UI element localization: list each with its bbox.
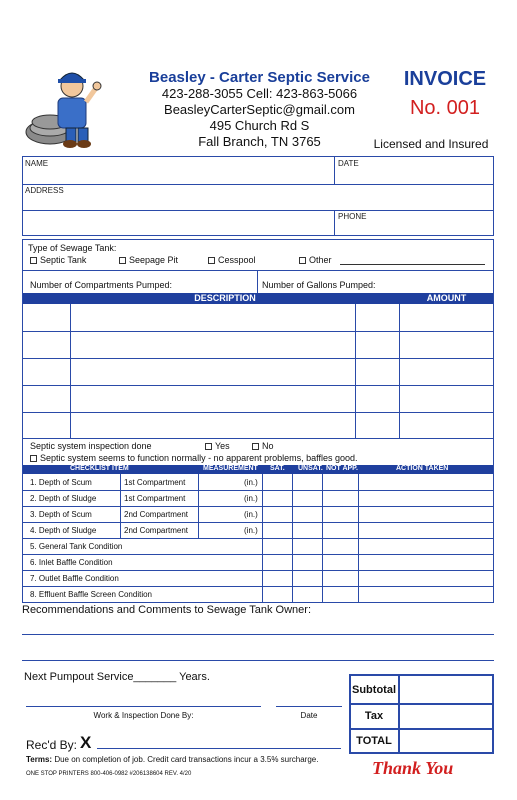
licensed-text: Licensed and Insured [373,137,489,151]
checklist-row-compartment: 1st Compartment [124,494,186,503]
option-seepage-pit[interactable]: Seepage Pit [119,255,178,265]
checkbox-icon [119,257,126,264]
next-pumpout-label: Next Pumpout Service_______ Years. [24,671,210,683]
checklist-row-item: 4. Depth of Sludge [30,526,97,535]
terms-text: Terms: Due on completion of job. Credit card transactions incur a 3.5% surcharge. [26,755,319,764]
printer-info: ONE STOP PRINTERS 800-406-0982 #206138604 REV. 4/20 [26,771,192,777]
checkbox-icon [30,257,37,264]
company-city: Fall Branch, TN 3765 [198,134,321,149]
checkbox-icon [252,443,259,450]
invoice-number: No. 001 [409,97,481,119]
option-septic-tank[interactable]: Septic Tank [30,255,86,265]
checklist-item-header: CHECKLIST ITEM [70,465,129,472]
recommendations-label: Recommendations and Comments to Sewage Tank Owner: [22,604,311,616]
checklist-row-item: 7. Outlet Baffle Condition [30,574,119,583]
gallons-label: Number of Gallons Pumped: [262,280,376,290]
compartments-label: Number of Compartments Pumped: [30,280,173,290]
comment-line [22,634,494,635]
tax-label: Tax [364,710,384,722]
checklist-row-compartment: 1st Compartment [124,478,186,487]
recd-by-mark: X [80,733,92,752]
work-done-label: Work & Inspection Done By: [93,711,194,720]
checkbox-icon [205,443,212,450]
checkbox-icon [299,257,306,264]
work-done-line [26,706,261,707]
name-label: NAME [25,159,49,168]
date-sig-label: Date [300,711,318,720]
description-header: DESCRIPTION [194,293,256,303]
option-other[interactable]: Other [299,255,332,265]
unsat-header: UNSAT. [298,465,323,472]
tank-type-title: Type of Sewage Tank: [28,243,117,253]
system-normal-option[interactable]: Septic system seems to function normally - no apparent problems, baffles good. [30,453,358,463]
recd-by-label: Rec'd By: [26,738,77,752]
amount-header: AMOUNT [426,293,467,303]
checklist-row-item: 5. General Tank Condition [30,542,123,551]
checklist-row-item: 8. Effluent Baffle Screen Condition [30,590,153,599]
checklist-row-unit: (in.) [244,510,258,519]
option-cesspool[interactable]: Cesspool [208,255,256,265]
invoice-title: INVOICE [403,68,487,90]
action-taken-header: ACTION TAKEN [396,465,449,472]
phone-label: PHONE [338,212,367,221]
comment-line [22,660,494,661]
total-label: TOTAL [356,735,392,747]
date-line [276,706,342,707]
checklist-row-unit: (in.) [244,526,258,535]
date-label: DATE [338,159,359,168]
inspection-yes[interactable]: Yes [205,441,230,451]
checklist-row-unit: (in.) [244,478,258,487]
not-app-header: NOT APP. [326,465,358,472]
sat-header: SAT. [270,465,285,472]
checkbox-icon [30,455,37,462]
company-email: BeasleyCarterSeptic@gmail.com [164,102,355,117]
checkbox-icon [208,257,215,264]
inspection-no[interactable]: No [252,441,274,451]
checklist-row-unit: (in.) [244,494,258,503]
company-phones: 423-288-3055 Cell: 423-863-5066 [161,86,358,101]
other-line [340,264,485,265]
inspection-done-label: Septic system inspection done [30,441,152,451]
checklist-row-item: 6. Inlet Baffle Condition [30,558,113,567]
customer-info-box [22,156,494,236]
subtotal-label: Subtotal [352,684,396,696]
checklist-row-item: 3. Depth of Scum [30,510,92,519]
thank-you-text: Thank You [372,758,454,778]
checklist-row-item: 2. Depth of Sludge [30,494,97,503]
address-label: ADDRESS [25,186,64,195]
checklist-row-compartment: 2nd Compartment [124,526,189,535]
company-street: 495 Church Rd S [209,118,310,133]
mascot-logo [20,62,115,150]
company-name: Beasley - Carter Septic Service [149,69,370,86]
measurement-header: MEASUREMENT [203,465,258,472]
checklist-row-compartment: 2nd Compartment [124,510,189,519]
recd-by-line [97,748,341,749]
checklist-row-item: 1. Depth of Scum [30,478,92,487]
